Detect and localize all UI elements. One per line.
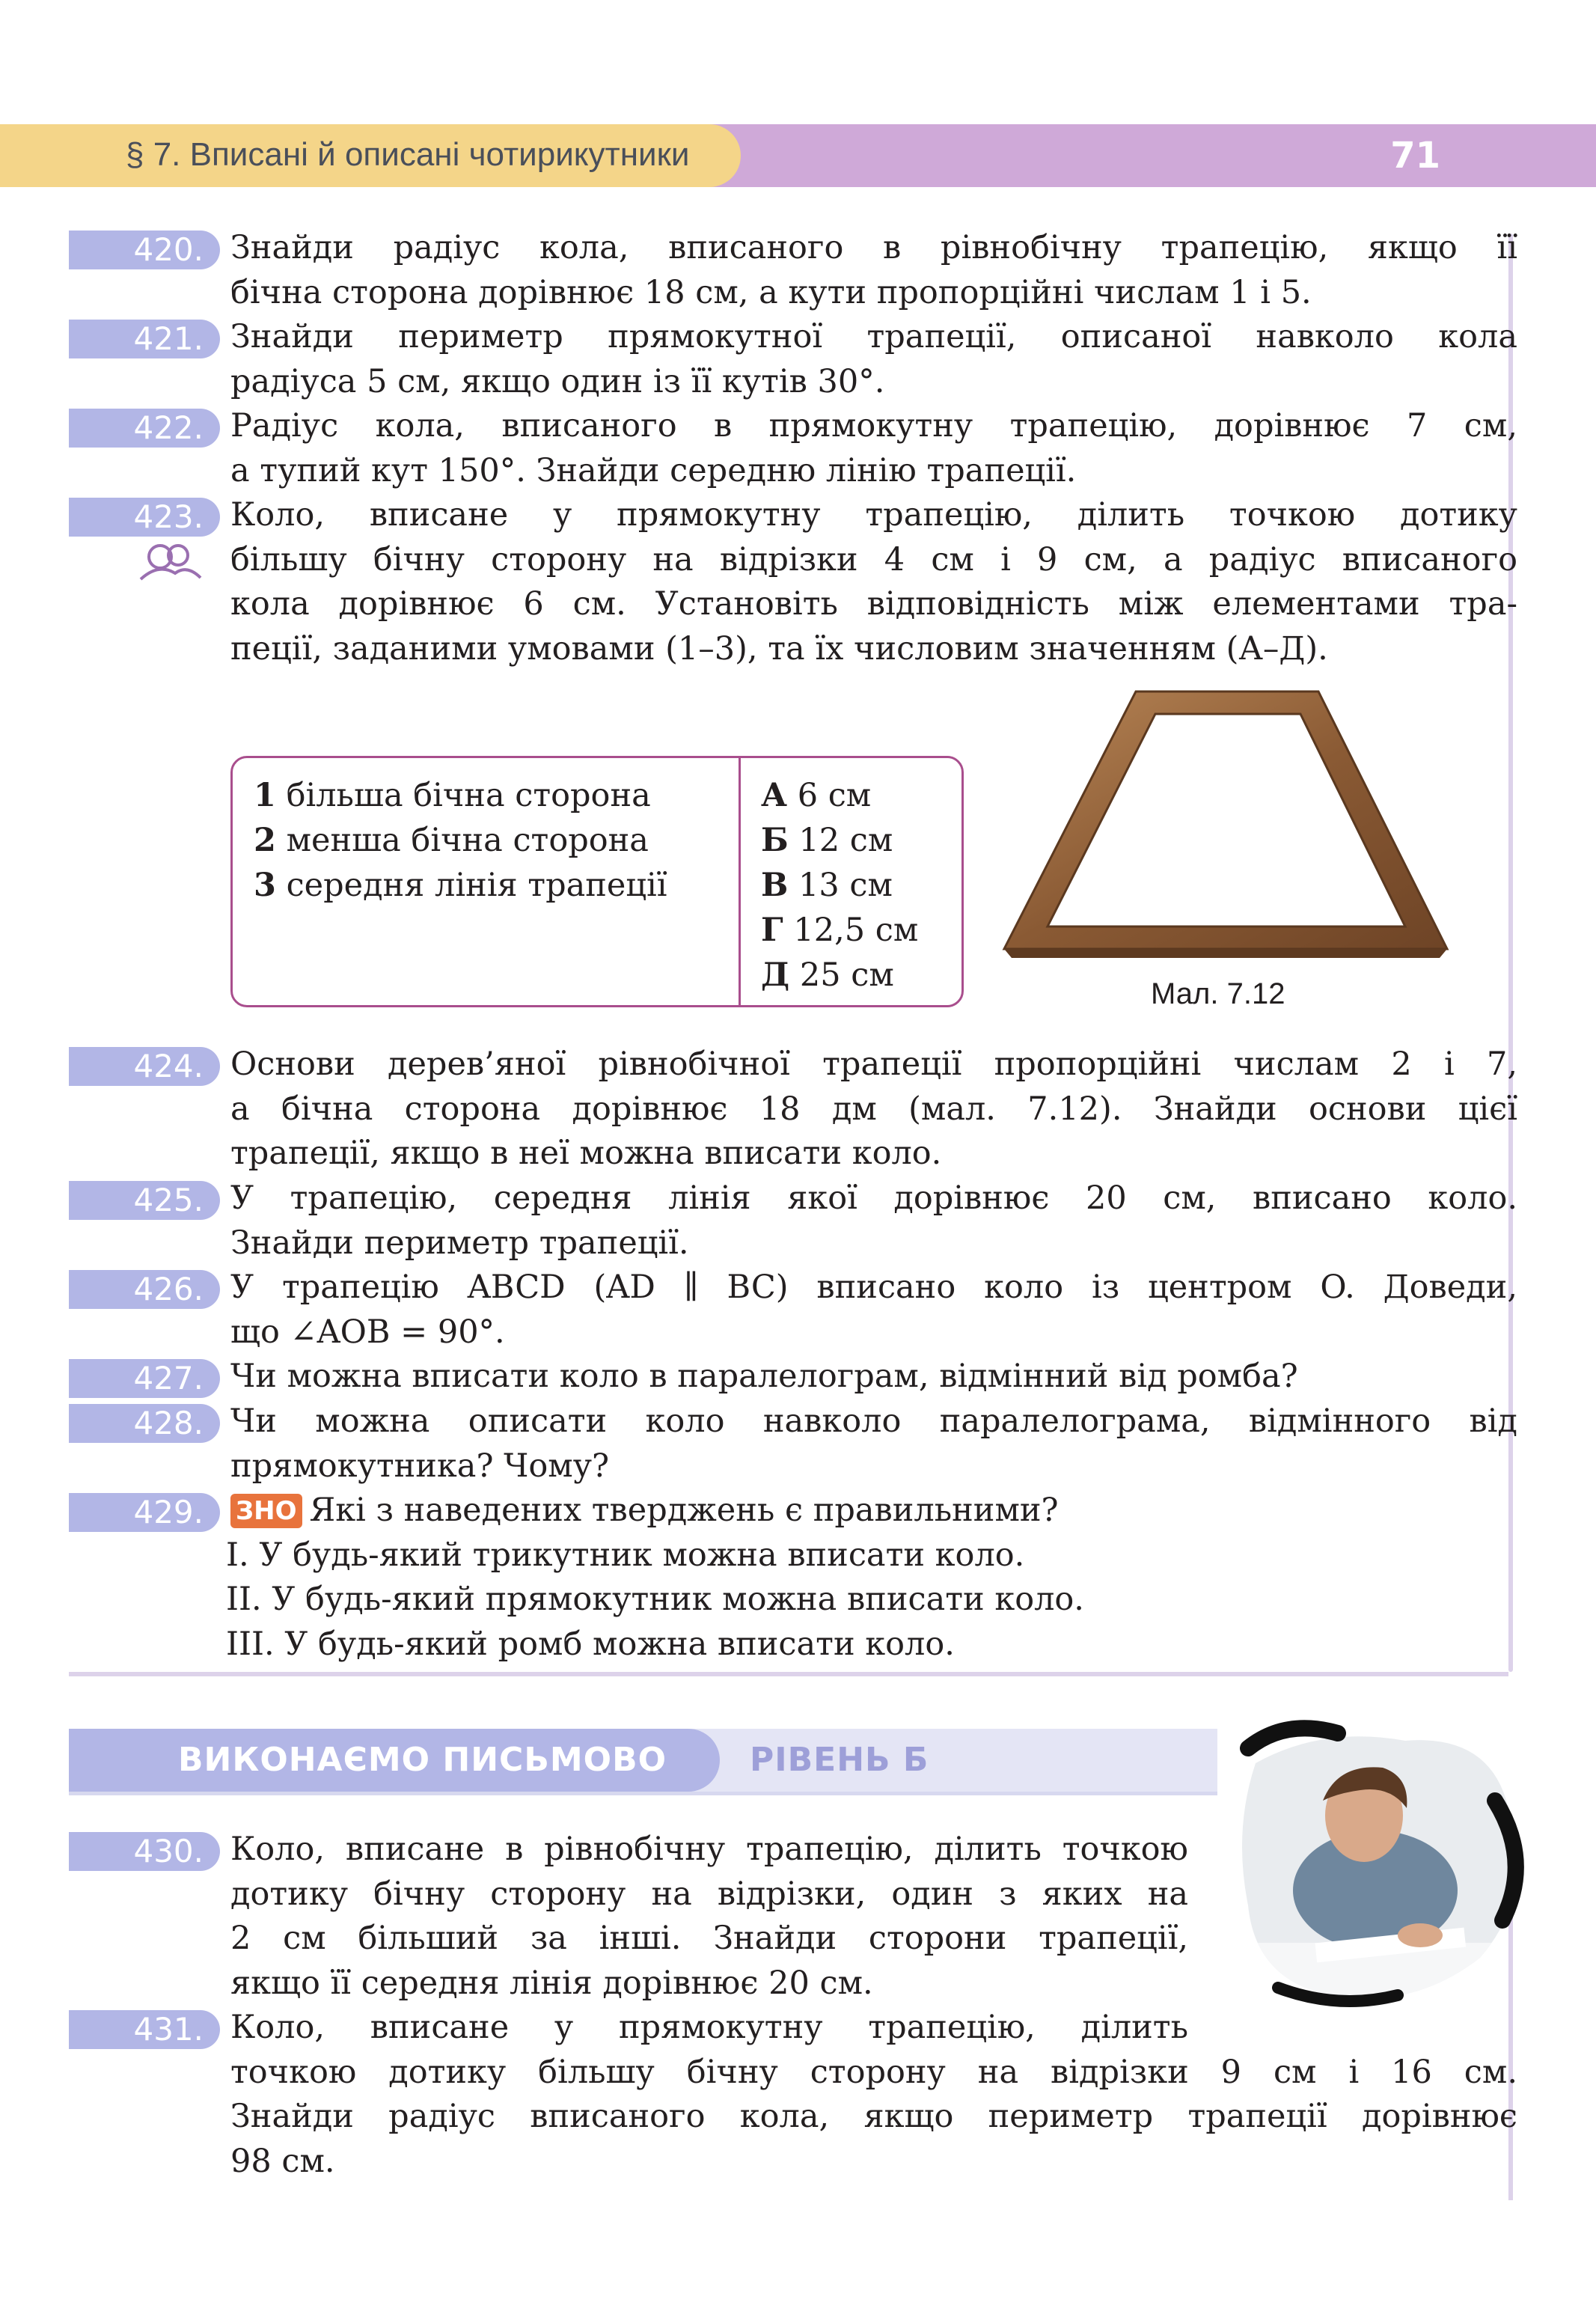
discussion-icon xyxy=(136,540,204,582)
conditions-column xyxy=(254,773,667,908)
problem-text: Коло, вписане у прямокутну трапецію, ділить точкою дотику більшу бічну сторону на відрізки 4 см і 9 см, а радіус вписаного кола дорівнює 6 см. Установіть відповідність між елементами тра- пеції, заданими умовами (1–3), та їх числовим значенням (А–Д). xyxy=(230,496,1517,668)
value-row: Б 12 см xyxy=(761,822,893,859)
statement: II. У будь-який прямокутник можна вписати коло. xyxy=(226,1581,1084,1618)
problem-text: Знайди радіус кола, вписаного в рівнобічну трапецію, якщо її бічна сторона дорівнює 18 см, а кути пропорційні числам 1 і 5. xyxy=(230,229,1517,311)
problem-number-badge: 422. xyxy=(69,409,220,448)
value-row: А 6 см xyxy=(761,777,872,814)
problem-number-badge: 423. xyxy=(69,498,220,537)
section-title-tab: ВИКОНАЄМО ПИСЬМОВО xyxy=(69,1729,720,1792)
level-tab: РІВЕНЬ Б xyxy=(69,1729,1217,1792)
problem-number-badge: 424. xyxy=(69,1047,220,1086)
statement: I. У будь-який трикутник можна вписати коло. xyxy=(226,1536,1025,1574)
problem-text: Чи можна описати коло навколо паралелограма, відмінного від прямокутника? Чому? xyxy=(230,1402,1517,1485)
problem-text: ЗНО Які з наведених тверджень є правильними? I. У будь-який трикутник можна вписати коло. II. У будь-який прямокутник можна вписати коло. III. У будь-який ромб можна вписати коло. xyxy=(230,1489,1517,1667)
condition-row: 3 середня лінія трапеції xyxy=(254,867,667,904)
problem-number-badge: 429. xyxy=(69,1493,220,1532)
problem-text: У трапецію, середня лінія якої дорівнює 20 см, вписано коло. Знайди периметр трапеції. xyxy=(230,1179,1517,1262)
problem-text: Коло, вписане у прямокутну трапецію, ділить точкою дотику більшу бічну сторону на відрізки 9 см і 16 см. Знайди радіус вписаного кола, якщо периметр трапеції дорівнює 98 см. xyxy=(230,2009,1517,2180)
matching-table xyxy=(230,756,964,1007)
wooden-trapezoid-figure xyxy=(995,689,1452,958)
statement: III. У будь-який ромб можна вписати коло. xyxy=(226,1625,955,1663)
table-divider xyxy=(739,758,741,1005)
problem-number-badge: 426. xyxy=(69,1270,220,1309)
values-column xyxy=(761,773,918,998)
page-header xyxy=(0,124,1596,187)
section-title: § 7. Вписані й описані чотирикутники xyxy=(126,136,690,173)
condition-row: 2 менша бічна сторона xyxy=(254,822,649,859)
value-row: Г 12,5 см xyxy=(761,912,919,949)
problem-text: Радіус кола, вписаного в прямокутну трапецію, дорівнює 7 см, а тупий кут 150°. Знайди середню лінію трапеції. xyxy=(230,407,1517,489)
problem-text: Основи дерев’яної рівнобічної трапеції пропорційні числам 2 і 7, а бічна сторона дорівнює 18 дм (мал. 7.12). Знайди основи цієї трапеції, якщо в неї можна вписати коло. xyxy=(230,1045,1517,1172)
problem-text: У трапецію ABCD (AD ∥ BC) вписано коло із центром O. Доведи, що ∠AOB = 90°. xyxy=(230,1269,1517,1351)
zno-badge: ЗНО xyxy=(230,1494,302,1528)
problem-number-badge: 420. xyxy=(69,231,220,269)
problem-number-badge: 425. xyxy=(69,1181,220,1220)
figure-caption: Мал. 7.12 xyxy=(1151,977,1285,1010)
problem-text: Коло, вписане в рівнобічну трапецію, ділить точкою дотику бічну сторону на відрізки, один з яких на 2 см більший за інші. Знайди сторони трапеції, якщо її середня лінія дорівнює 20 см. xyxy=(230,1831,1188,2002)
problem-number-badge: 431. xyxy=(69,2010,220,2049)
condition-row: 1 більша бічна сторона xyxy=(254,777,651,814)
problem-number-badge: 427. xyxy=(69,1359,220,1398)
value-row: В 13 см xyxy=(761,867,893,904)
problem-text: Чи можна вписати коло в паралелограм, відмінний від ромба? xyxy=(230,1358,1298,1395)
problem-number-badge: 428. xyxy=(69,1404,220,1443)
section-tab xyxy=(0,124,741,187)
problem-number-badge: 421. xyxy=(69,320,220,358)
section-underline xyxy=(69,1792,1217,1795)
page-number: 71 xyxy=(1390,135,1440,177)
block-bottom-rule xyxy=(69,1672,1508,1676)
problem-number-badge: 430. xyxy=(69,1832,220,1871)
value-row: Д 25 см xyxy=(761,956,894,994)
section-bar xyxy=(69,1729,1217,1792)
student-writing-photo xyxy=(1233,1718,1532,2018)
problem-text: Знайди периметр прямокутної трапеції, описаної навколо кола радіуса 5 см, якщо один із її кутів 30°. xyxy=(230,318,1517,400)
